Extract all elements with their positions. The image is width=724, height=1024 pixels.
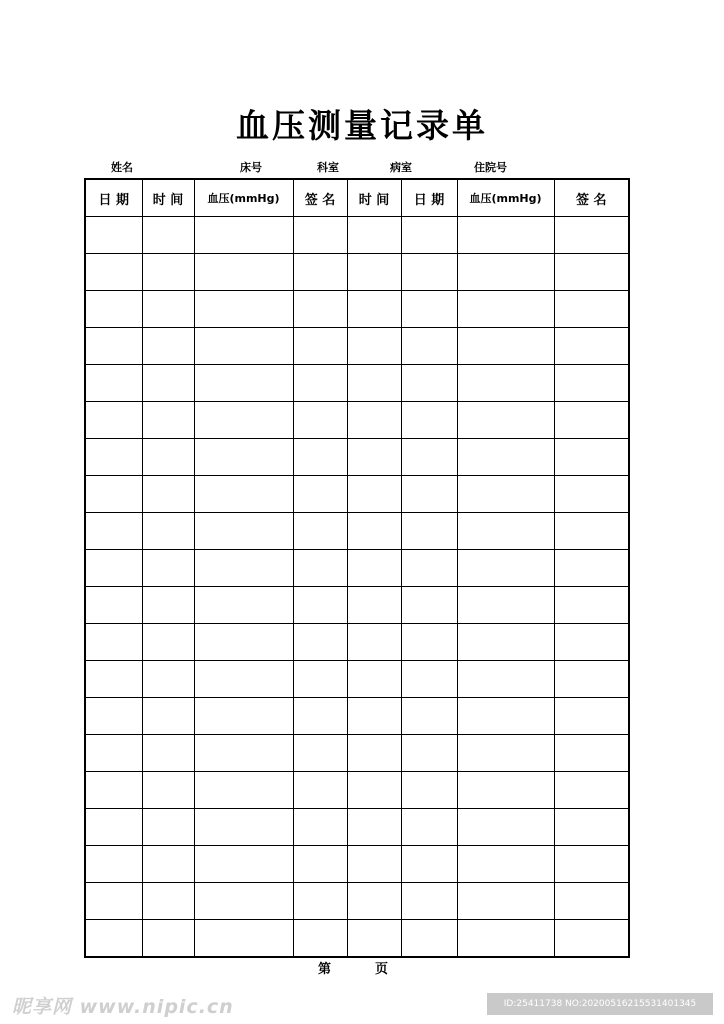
table-cell[interactable]	[142, 661, 194, 698]
table-cell[interactable]	[142, 883, 194, 920]
table-cell[interactable]	[293, 920, 347, 958]
table-cell[interactable]	[401, 328, 457, 365]
table-cell[interactable]	[85, 846, 142, 883]
table-cell[interactable]	[142, 513, 194, 550]
table-cell[interactable]	[194, 920, 293, 958]
table-row	[85, 735, 629, 772]
table-cell[interactable]	[142, 809, 194, 846]
header-bp-1: 血压(mmHg)	[194, 179, 293, 217]
watermark-logo-text: 昵享网 www.nipic.cn	[12, 996, 234, 1018]
table-cell[interactable]	[85, 476, 142, 513]
table-cell[interactable]	[457, 550, 554, 587]
table-cell[interactable]	[194, 476, 293, 513]
table-cell[interactable]	[85, 328, 142, 365]
table-cell[interactable]	[85, 513, 142, 550]
table-cell[interactable]	[85, 920, 142, 958]
table-cell[interactable]	[293, 883, 347, 920]
table-cell[interactable]	[347, 920, 401, 958]
table-cell[interactable]	[401, 254, 457, 291]
table-cell[interactable]	[457, 809, 554, 846]
table-cell[interactable]	[554, 735, 629, 772]
table-cell[interactable]	[347, 476, 401, 513]
table-cell[interactable]	[401, 513, 457, 550]
table-cell[interactable]	[142, 587, 194, 624]
table-cell[interactable]	[142, 846, 194, 883]
table-cell[interactable]	[194, 624, 293, 661]
header-signature-2: 签 名	[554, 179, 629, 217]
table-cell[interactable]	[293, 402, 347, 439]
table-cell[interactable]	[554, 550, 629, 587]
table-cell[interactable]	[194, 661, 293, 698]
table-row	[85, 476, 629, 513]
table-cell[interactable]	[85, 402, 142, 439]
table-cell[interactable]	[401, 365, 457, 402]
table-cell[interactable]	[457, 883, 554, 920]
table-cell[interactable]	[401, 698, 457, 735]
table-cell[interactable]	[85, 365, 142, 402]
table-row	[85, 772, 629, 809]
header-time-1: 时 间	[142, 179, 194, 217]
table-cell[interactable]	[401, 772, 457, 809]
table-cell[interactable]	[554, 624, 629, 661]
table-cell[interactable]	[293, 772, 347, 809]
table-cell[interactable]	[347, 513, 401, 550]
table-row	[85, 587, 629, 624]
table-cell[interactable]	[347, 365, 401, 402]
table-cell[interactable]	[347, 587, 401, 624]
table-cell[interactable]	[293, 513, 347, 550]
table-cell[interactable]	[142, 291, 194, 328]
table-cell[interactable]	[457, 513, 554, 550]
table-cell[interactable]	[142, 328, 194, 365]
table-cell[interactable]	[554, 587, 629, 624]
table-cell[interactable]	[293, 217, 347, 254]
table-cell[interactable]	[554, 920, 629, 958]
table-row	[85, 217, 629, 254]
table-cell[interactable]	[142, 217, 194, 254]
table-cell[interactable]	[347, 439, 401, 476]
table-cell[interactable]	[347, 661, 401, 698]
table-cell[interactable]	[85, 439, 142, 476]
table-cell[interactable]	[293, 291, 347, 328]
table-cell[interactable]	[194, 809, 293, 846]
table-cell[interactable]	[347, 254, 401, 291]
table-cell[interactable]	[457, 254, 554, 291]
table-cell[interactable]	[401, 217, 457, 254]
record-table	[84, 178, 630, 958]
header-date-2: 日 期	[401, 179, 457, 217]
table-cell[interactable]	[85, 698, 142, 735]
watermark-id-bar: ID:25411738 NO:20200516215531401345	[487, 993, 713, 1015]
table-row	[85, 402, 629, 439]
table-cell[interactable]	[85, 772, 142, 809]
table-cell[interactable]	[401, 624, 457, 661]
table-cell[interactable]	[457, 328, 554, 365]
table-cell[interactable]	[194, 439, 293, 476]
table-cell[interactable]	[554, 402, 629, 439]
table-row	[85, 809, 629, 846]
table-cell[interactable]	[293, 476, 347, 513]
table-cell[interactable]	[401, 809, 457, 846]
table-cell[interactable]	[85, 883, 142, 920]
header-signature-1: 签 名	[293, 179, 347, 217]
table-cell[interactable]	[554, 698, 629, 735]
table-cell[interactable]	[85, 217, 142, 254]
table-cell[interactable]	[293, 846, 347, 883]
table-cell[interactable]	[401, 846, 457, 883]
table-cell[interactable]	[194, 550, 293, 587]
table-cell[interactable]	[85, 291, 142, 328]
table-cell[interactable]	[554, 772, 629, 809]
table-cell[interactable]	[554, 476, 629, 513]
table-cell[interactable]	[85, 624, 142, 661]
table-cell[interactable]	[194, 846, 293, 883]
table-cell[interactable]	[457, 402, 554, 439]
table-body	[85, 217, 629, 958]
table-cell[interactable]	[293, 661, 347, 698]
table-cell[interactable]	[194, 883, 293, 920]
table-cell[interactable]	[457, 439, 554, 476]
field-name-label: 姓名	[111, 161, 133, 174]
table-cell[interactable]	[457, 698, 554, 735]
page-number-suffix: 页	[375, 962, 389, 977]
table-row	[85, 661, 629, 698]
table-cell[interactable]	[142, 920, 194, 958]
table-cell[interactable]	[142, 772, 194, 809]
table-row	[85, 550, 629, 587]
table-cell[interactable]	[293, 698, 347, 735]
table-cell[interactable]	[554, 439, 629, 476]
table-cell[interactable]	[401, 661, 457, 698]
table-cell[interactable]	[457, 587, 554, 624]
table-cell[interactable]	[554, 291, 629, 328]
table-row	[85, 883, 629, 920]
table-cell[interactable]	[554, 328, 629, 365]
header-time-2: 时 间	[347, 179, 401, 217]
table-cell[interactable]	[194, 291, 293, 328]
table-cell[interactable]	[347, 883, 401, 920]
table-cell[interactable]	[457, 846, 554, 883]
field-admission-no-label: 住院号	[474, 161, 507, 174]
table-cell[interactable]	[457, 920, 554, 958]
table-cell[interactable]	[85, 661, 142, 698]
table-cell[interactable]	[401, 439, 457, 476]
table-cell[interactable]	[293, 550, 347, 587]
table-cell[interactable]	[554, 809, 629, 846]
table-cell[interactable]	[347, 328, 401, 365]
table-cell[interactable]	[194, 513, 293, 550]
table-cell[interactable]	[457, 661, 554, 698]
table-row	[85, 698, 629, 735]
table-cell[interactable]	[194, 698, 293, 735]
table-cell[interactable]	[401, 920, 457, 958]
field-department-label: 科室	[317, 161, 339, 174]
table-cell[interactable]	[401, 587, 457, 624]
page-title: 血压测量记录单	[236, 106, 488, 145]
table-cell[interactable]	[194, 365, 293, 402]
table-row	[85, 365, 629, 402]
table-cell[interactable]	[457, 365, 554, 402]
table-cell[interactable]	[401, 883, 457, 920]
table-cell[interactable]	[457, 291, 554, 328]
table-cell[interactable]	[142, 476, 194, 513]
table-cell[interactable]	[554, 846, 629, 883]
table-cell[interactable]	[293, 365, 347, 402]
table-row	[85, 624, 629, 661]
table-cell[interactable]	[457, 735, 554, 772]
table-cell[interactable]	[85, 550, 142, 587]
table-cell[interactable]	[85, 587, 142, 624]
table-cell[interactable]	[142, 439, 194, 476]
table-cell[interactable]	[401, 735, 457, 772]
table-cell[interactable]	[293, 809, 347, 846]
table-cell[interactable]	[142, 698, 194, 735]
table-cell[interactable]	[85, 809, 142, 846]
page-number-prefix: 第	[318, 962, 332, 977]
table-cell[interactable]	[347, 698, 401, 735]
table-cell[interactable]	[194, 402, 293, 439]
table-row	[85, 846, 629, 883]
table-cell[interactable]	[194, 735, 293, 772]
table-cell[interactable]	[194, 254, 293, 291]
table-cell[interactable]	[194, 217, 293, 254]
table-cell[interactable]	[401, 291, 457, 328]
table-cell[interactable]	[554, 513, 629, 550]
table-cell[interactable]	[347, 624, 401, 661]
table-header-row	[85, 179, 629, 217]
table-row	[85, 920, 629, 958]
table-cell[interactable]	[142, 402, 194, 439]
table-cell[interactable]	[142, 365, 194, 402]
table-cell[interactable]	[401, 476, 457, 513]
table-cell[interactable]	[347, 291, 401, 328]
header-bp-2: 血压(mmHg)	[457, 179, 554, 217]
table-cell[interactable]	[293, 254, 347, 291]
table-cell[interactable]	[85, 254, 142, 291]
table-cell[interactable]	[142, 254, 194, 291]
table-cell[interactable]	[554, 883, 629, 920]
table-cell[interactable]	[457, 217, 554, 254]
table-cell[interactable]	[347, 217, 401, 254]
table-cell[interactable]	[142, 550, 194, 587]
table-cell[interactable]	[347, 772, 401, 809]
table-row	[85, 328, 629, 365]
table-cell[interactable]	[293, 587, 347, 624]
table-cell[interactable]	[347, 809, 401, 846]
header-date-1: 日 期	[85, 179, 142, 217]
table-cell[interactable]	[194, 587, 293, 624]
table-cell[interactable]	[293, 439, 347, 476]
table-cell[interactable]	[554, 254, 629, 291]
table-cell[interactable]	[194, 328, 293, 365]
table-cell[interactable]	[293, 624, 347, 661]
table-cell[interactable]	[347, 402, 401, 439]
table-cell[interactable]	[347, 846, 401, 883]
table-cell[interactable]	[457, 772, 554, 809]
table-cell[interactable]	[194, 772, 293, 809]
table-cell[interactable]	[293, 328, 347, 365]
table-row	[85, 513, 629, 550]
table-cell[interactable]	[554, 365, 629, 402]
table-cell[interactable]	[401, 550, 457, 587]
table-cell[interactable]	[457, 624, 554, 661]
table-cell[interactable]	[457, 476, 554, 513]
field-ward-label: 病室	[390, 161, 412, 174]
table-row	[85, 439, 629, 476]
field-bed-label: 床号	[240, 161, 262, 174]
table-cell[interactable]	[293, 735, 347, 772]
table-cell[interactable]	[85, 735, 142, 772]
table-cell[interactable]	[347, 550, 401, 587]
table-cell[interactable]	[554, 661, 629, 698]
table-cell[interactable]	[401, 402, 457, 439]
table-cell[interactable]	[347, 735, 401, 772]
table-row	[85, 254, 629, 291]
table-row	[85, 291, 629, 328]
table-cell[interactable]	[142, 624, 194, 661]
table-cell[interactable]	[142, 735, 194, 772]
table-cell[interactable]	[554, 217, 629, 254]
